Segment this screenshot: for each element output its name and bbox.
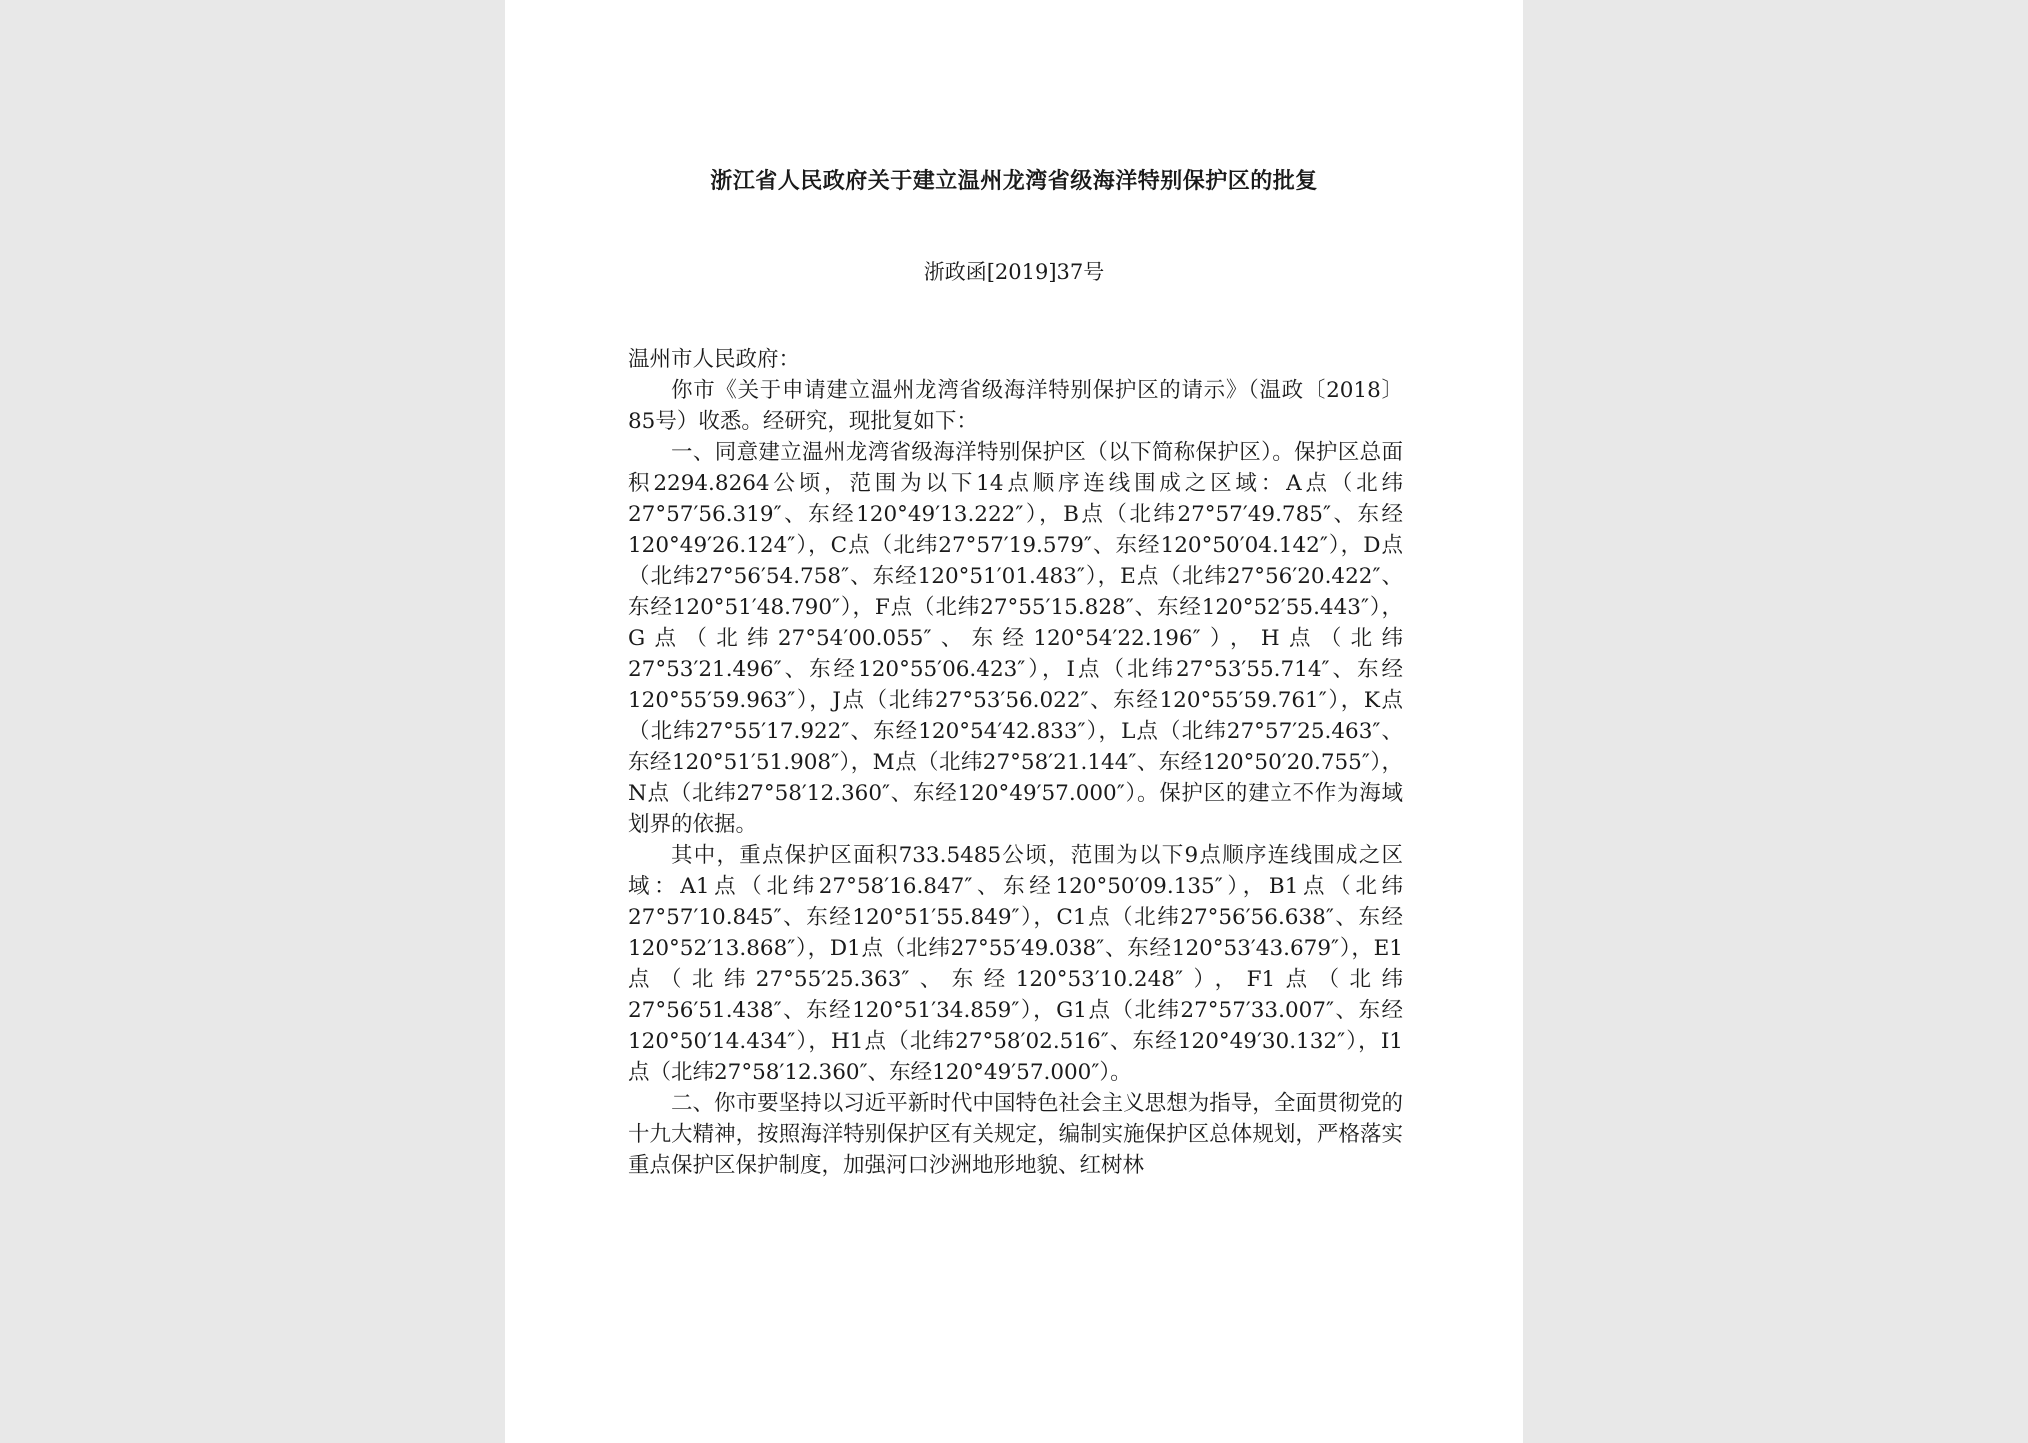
paragraph-receipt: 你市《关于申请建立温州龙湾省级海洋特别保护区的请示》（温政〔2018〕85号）收悉。经研究，现批复如下： [628,378,1403,434]
paragraph-protected-area-scope: 一、同意建立温州龙湾省级海洋特别保护区（以下简称保护区）。保护区总面积2294.8264公顷，范围为以下14点顺序连线围成之区域：A点（北纬27°57′56.319″、东经120°49′13.222″），B点（北纬27°57′49.785″、东经120°49′26.124″），C点（北纬27°57′19.579″、东经120°50′04.142″），D点（北纬27°56′54.758″、东经120°51′01.483″），E点（北纬27°56′20.422″、东经120°51′48.790″），F点（北纬27°55′15.828″、东经120°52′55.443″），G点（北纬27°54′00.055″、东经120°54′22.196″），H点（北纬27°53′21.496″、东经120°55′06.423″），I点（北纬27°53′55.714″、东经120°55′59.963″），J点（北纬27°53′56.022″、东经120°55′59.761″），K点（北纬27°55′17.922″、东经120°54′42.833″），L点（北纬27°57′25.463″、东经120°51′51.908″），M点（北纬27°58′21.144″、东经120°50′20.755″），N点（北纬27°58′12.360″、东经120°49′57.000″）。保护区的建立不作为海域划界的依据。 [628,440,1403,837]
document-title: 浙江省人民政府关于建立温州龙湾省级海洋特别保护区的批复 [710,168,1318,194]
document-number: 浙政函[2019]37号 [923,260,1105,284]
paragraph-requirements: 二、你市要坚持以习近平新时代中国特色社会主义思想为指导，全面贯彻党的十九大精神，按照海洋特别保护区有关规定，编制实施保护区总体规划，严格落实重点保护区保护制度，加强河口沙洲地形地貌、红树林 [628,1091,1403,1178]
document-page [505,0,1523,1443]
salutation: 温州市人民政府： [628,347,801,372]
document-body [628,344,1403,1181]
paragraph-key-protected-area: 其中，重点保护区面积733.5485公顷，范围为以下9点顺序连线围成之区域：A1点（北纬27°58′16.847″、东经120°50′09.135″），B1点（北纬27°57′10.845″、东经120°51′55.849″），C1点（北纬27°56′56.638″、东经120°52′13.868″），D1点（北纬27°55′49.038″、东经120°53′43.679″），E1点（北纬27°55′25.363″、东经120°53′10.248″），F1点（北纬27°56′51.438″、东经120°51′34.859″），G1点（北纬27°57′33.007″、东经120°50′14.434″），H1点（北纬27°58′02.516″、东经120°49′30.132″），I1点（北纬27°58′12.360″、东经120°49′57.000″）。 [628,843,1403,1085]
